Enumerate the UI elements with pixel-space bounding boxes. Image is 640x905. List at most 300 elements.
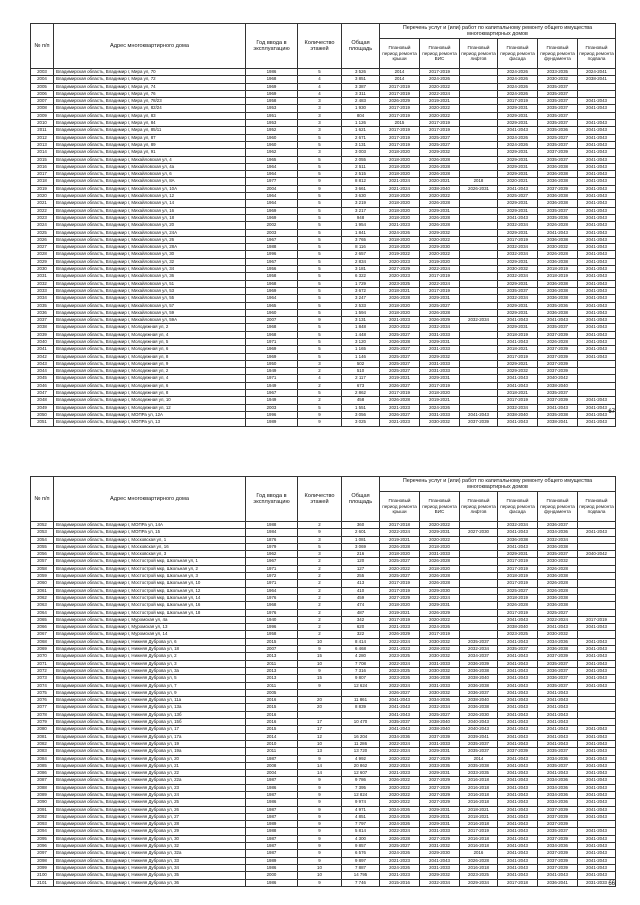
col-floors-header: Количество этажей — [298, 24, 342, 69]
roof-period-cell: 2018-2020 — [380, 156, 420, 163]
facade-period-cell: 2018-2019 — [498, 594, 538, 601]
foundation-period-cell: 2037-2039 — [538, 149, 578, 156]
table-row — [31, 222, 616, 229]
foundation-period-cell: 2037-2039 — [538, 397, 578, 404]
roof-period-cell: 2026-2028 — [380, 835, 420, 842]
facade-period-cell: 2029-2031 — [498, 258, 538, 265]
total-area-cell: 3 387 — [342, 83, 380, 90]
lift-period-cell — [460, 609, 498, 616]
foundation-period-cell: 2018-2019 — [538, 266, 578, 273]
address-cell: Владимирская область, Владимир г, Мира ул, 76 — [54, 90, 246, 97]
total-area-cell: 487 — [342, 609, 380, 616]
row-number-cell: 2021 — [31, 200, 54, 207]
roof-period-cell: 2020-2023 — [380, 258, 420, 265]
row-number-cell: 2035 — [31, 302, 54, 309]
facade-period-cell: 2032-2034 — [498, 522, 538, 529]
foundation-period-cell: 2035-2037 — [538, 112, 578, 119]
row-number-cell: 2075 — [31, 689, 54, 696]
roof-period-cell: 2025-2027 — [380, 573, 420, 580]
register-table-1 — [30, 23, 616, 427]
row-number-cell: 2017 — [31, 171, 54, 178]
address-cell: Владимирская область, Владимир г, Нижняя Дуброва ул, 29 — [54, 828, 246, 835]
roof-period-cell: 2021-2024 — [380, 185, 420, 192]
lift-period-cell — [460, 522, 498, 529]
facade-period-cell: 2041-2043 — [498, 784, 538, 791]
basement-period-cell: 2040-2042 — [578, 551, 616, 558]
year-built-cell: 1971 — [246, 580, 298, 587]
year-built-cell: 1996 — [246, 624, 298, 631]
row-number-cell: 2045 — [31, 375, 54, 382]
lift-period-cell — [460, 616, 498, 623]
lift-period-cell — [460, 149, 498, 156]
year-built-cell: 1964 — [246, 200, 298, 207]
roof-period-cell: 2018-2020 — [380, 551, 420, 558]
facade-period-cell: 2017-2019 — [498, 236, 538, 243]
table-row — [31, 368, 616, 375]
col-roof-header: Плановый период ремонта крыши — [380, 492, 420, 522]
foundation-period-cell: 2036-2038 — [538, 258, 578, 265]
facade-period-cell: 2041-2043 — [498, 317, 538, 324]
facade-period-cell: 2041-2043 — [498, 529, 538, 536]
lift-period-cell: 2016-2018 — [460, 791, 498, 798]
row-number-cell: 2092 — [31, 813, 54, 820]
table-row — [31, 156, 616, 163]
foundation-period-cell: 2035-2038 — [538, 411, 578, 418]
address-cell: Владимирская область, Владимир г, Молодежная ул, 2 — [54, 324, 246, 331]
year-built-cell: 1967 — [246, 390, 298, 397]
year-built-cell: 1962 — [246, 551, 298, 558]
lift-period-cell: 2040-2043 — [460, 719, 498, 726]
row-number-cell: 2097 — [31, 850, 54, 857]
foundation-period-cell: 2038-2041 — [538, 419, 578, 426]
table-row — [31, 777, 616, 784]
roof-period-cell: 2020-2022 — [380, 324, 420, 331]
basement-period-cell — [578, 83, 616, 90]
address-cell: Владимирская область, Владимир г, Муромская ул, 13 — [54, 624, 246, 631]
basement-period-cell — [578, 711, 616, 718]
basement-period-cell: 2041-2043 — [578, 207, 616, 214]
floors-cell: 9 — [298, 843, 342, 850]
floors-cell: 9 — [298, 857, 342, 864]
row-number-cell: 2069 — [31, 646, 54, 653]
lift-period-cell — [460, 156, 498, 163]
table-row — [31, 317, 616, 324]
year-built-cell: 1976 — [246, 594, 298, 601]
vis-period-cell: 2034-2036 — [420, 697, 460, 704]
vis-period-cell: 2029-2032 — [420, 229, 460, 236]
roof-period-cell: 2022-2024 — [380, 638, 420, 645]
roof-period-cell: 2025-2027 — [380, 331, 420, 338]
vis-period-cell: 2029-2031 — [420, 338, 460, 345]
facade-period-cell: 2041-2043 — [498, 375, 538, 382]
year-built-cell: 1968 — [246, 280, 298, 287]
facade-period-cell: 2041-2043 — [498, 543, 538, 550]
address-cell: Владимирская область, Владимир г, Мира ул, 83 — [54, 112, 246, 119]
roof-period-cell: 2020-2022 — [380, 784, 420, 791]
vis-period-cell: 2029-2030 — [420, 244, 460, 251]
year-built-cell: 1964 — [246, 163, 298, 170]
lift-period-cell: 2023-2025 — [460, 872, 498, 879]
basement-period-cell: 2041-2043 — [578, 178, 616, 185]
foundation-period-cell: 2036-2038 — [538, 280, 578, 287]
address-cell: Владимирская область, Владимир г, Нижняя Дуброва ул, 24 — [54, 791, 246, 798]
year-built-cell: 1987 — [246, 755, 298, 762]
roof-period-cell: 2026-2029 — [380, 631, 420, 638]
year-built-cell: 1964 — [246, 587, 298, 594]
total-area-cell: 948 — [342, 214, 380, 221]
row-number-cell: 2063 — [31, 602, 54, 609]
table-row — [31, 360, 616, 367]
vis-period-cell: 2029-2031 — [420, 813, 460, 820]
roof-period-cell: 2023-2026 — [380, 675, 420, 682]
roof-period-cell: 2041-2043 — [380, 697, 420, 704]
address-cell: Владимирская область, Владимир г, Нижняя Дуброва ул, 19 — [54, 740, 246, 747]
year-built-cell: 2016 — [246, 711, 298, 718]
lift-period-cell: 2016-2018 — [460, 784, 498, 791]
address-cell: Владимирская область, Владимир г, Михайловская ул, 4а — [54, 163, 246, 170]
year-built-cell: 1958 — [246, 98, 298, 105]
total-area-cell: 1 594 — [342, 309, 380, 316]
facade-period-cell: 2041-2043 — [498, 382, 538, 389]
row-number-cell: 2079 — [31, 719, 54, 726]
vis-period-cell: 2017-2019 — [420, 120, 460, 127]
roof-period-cell: 2018-2020 — [380, 236, 420, 243]
year-built-cell: 1949 — [246, 368, 298, 375]
roof-period-cell: 2021-2023 — [380, 222, 420, 229]
row-number-cell: 2025 — [31, 229, 54, 236]
lift-period-cell: 2032-2034 — [460, 646, 498, 653]
lift-period-cell: 2016-2018 — [460, 835, 498, 842]
foundation-period-cell: 2030-2032 — [538, 244, 578, 251]
facade-period-cell: 2029-2031 — [498, 280, 538, 287]
year-built-cell: 1962 — [246, 149, 298, 156]
lift-period-cell: 2033-2035 — [460, 770, 498, 777]
year-built-cell: 1952 — [246, 127, 298, 134]
table-row — [31, 397, 616, 404]
foundation-period-cell: 2037-2039 — [538, 360, 578, 367]
floors-cell: 3 — [298, 149, 342, 156]
table-row — [31, 90, 616, 97]
foundation-period-cell: 2041-2043 — [538, 697, 578, 704]
table-row — [31, 821, 616, 828]
roof-period-cell: 2018-2020 — [380, 602, 420, 609]
roof-period-cell: 2026-2028 — [380, 397, 420, 404]
lift-period-cell — [460, 543, 498, 550]
vis-period-cell: 2028-2032 — [420, 646, 460, 653]
vis-period-cell: 2029-2031 — [420, 821, 460, 828]
facade-period-cell: 2018-2021 — [498, 390, 538, 397]
row-number-cell: 2040 — [31, 338, 54, 345]
vis-period-cell: 2031-2033 — [420, 360, 460, 367]
basement-period-cell: 2041-2043 — [578, 843, 616, 850]
vis-period-cell: 2027-2029 — [420, 835, 460, 842]
lift-period-cell — [460, 302, 498, 309]
roof-period-cell: 2022-2024 — [380, 762, 420, 769]
floors-cell: 9 — [298, 755, 342, 762]
address-cell: Владимирская область, Владимир г, Мира ул, 72 — [54, 76, 246, 83]
roof-period-cell: 2017-2019 — [380, 134, 420, 141]
roof-period-cell: 2026-2022 — [380, 777, 420, 784]
floors-cell: 12 — [298, 733, 342, 740]
total-area-cell: 2 862 — [342, 390, 380, 397]
foundation-period-cell: 2037-2039 — [538, 864, 578, 871]
roof-period-cell: 2022-2024 — [380, 748, 420, 755]
total-area-cell: 127 — [342, 565, 380, 572]
lift-period-cell — [460, 127, 498, 134]
table-row — [31, 558, 616, 565]
table-row — [31, 338, 616, 345]
facade-period-cell: 2041-2043 — [498, 338, 538, 345]
lift-period-cell — [460, 631, 498, 638]
foundation-period-cell: 2036-2038 — [538, 287, 578, 294]
facade-period-cell: 2017-2019 — [498, 353, 538, 360]
lift-period-cell: 2026-2028 — [460, 857, 498, 864]
lift-period-cell — [460, 251, 498, 258]
total-area-cell: 474 — [342, 602, 380, 609]
lift-period-cell: 2026-2030 — [460, 711, 498, 718]
foundation-period-cell: 2041-2043 — [538, 872, 578, 879]
facade-period-cell: 2041-2043 — [498, 740, 538, 747]
lift-period-cell: 2039-2041 — [460, 733, 498, 740]
address-cell: Владимирская область, Владимир г, Московская ул, 1 — [54, 536, 246, 543]
row-number-cell: 2027 — [31, 244, 54, 251]
facade-period-cell: 2041-2043 — [498, 835, 538, 842]
table-row — [31, 770, 616, 777]
foundation-period-cell: 2041-2043 — [538, 229, 578, 236]
floors-cell: 5 — [298, 141, 342, 148]
floors-cell: 5 — [298, 324, 342, 331]
roof-period-cell: 2026-2028 — [380, 295, 420, 302]
total-area-cell: 1 081 — [342, 536, 380, 543]
address-cell: Владимирская область, Владимир г, Михайловская ул, 59А — [54, 317, 246, 324]
foundation-period-cell: 2036-2038 — [538, 309, 578, 316]
register-table-2 — [30, 476, 616, 887]
vis-period-cell: 2031-2033 — [420, 331, 460, 338]
table-row — [31, 127, 616, 134]
address-cell: Владимирская область, Владимир г, Нижняя Дуброва ул, 28 — [54, 821, 246, 828]
table-row — [31, 273, 616, 280]
year-built-cell: 2011 — [246, 748, 298, 755]
floors-cell: 9 — [298, 646, 342, 653]
total-area-cell: 322 — [342, 631, 380, 638]
lift-period-cell: 2036-2038 — [460, 667, 498, 674]
lift-period-cell — [460, 200, 498, 207]
year-built-cell: 1988 — [246, 522, 298, 529]
floors-cell: 14 — [298, 770, 342, 777]
vis-period-cell: 2020-2022 — [420, 616, 460, 623]
facade-period-cell: 2017-2018 — [498, 879, 538, 886]
total-area-cell: 1 621 — [342, 127, 380, 134]
lift-period-cell: 2016-2018 — [460, 777, 498, 784]
facade-period-cell: 2041-2043 — [498, 689, 538, 696]
year-built-cell: 1986 — [246, 69, 298, 76]
basement-period-cell: 2041-2043 — [578, 287, 616, 294]
vis-period-cell: 2038-2040 — [420, 185, 460, 192]
vis-period-cell: 2038-2040 — [420, 719, 460, 726]
total-area-cell: 9 897 — [342, 857, 380, 864]
total-area-cell: 4 280 — [342, 653, 380, 660]
vis-period-cell: 2020-2021 — [420, 178, 460, 185]
table-row — [31, 857, 616, 864]
register-body-2 — [31, 522, 616, 887]
basement-period-cell: 2041-2043 — [578, 784, 616, 791]
facade-period-cell: 2029-2031 — [498, 120, 538, 127]
lift-period-cell: 2034-2037 — [460, 653, 498, 660]
foundation-period-cell: 2036-2041 — [538, 879, 578, 886]
basement-period-cell: 2041-2043 — [578, 317, 616, 324]
row-number-cell: 2101 — [31, 879, 54, 886]
vis-period-cell: 2017-2019 — [420, 631, 460, 638]
floors-cell: 5 — [298, 266, 342, 273]
basement-period-cell — [578, 565, 616, 572]
basement-period-cell: 2031-2033 — [578, 879, 616, 886]
floors-cell: 10 — [298, 660, 342, 667]
roof-period-cell: 2021-2023 — [380, 770, 420, 777]
floors-cell: 20 — [298, 704, 342, 711]
basement-period-cell: 2041-2043 — [578, 309, 616, 316]
table-row — [31, 813, 616, 820]
table-row — [31, 207, 616, 214]
vis-period-cell: 2024-2026 — [420, 624, 460, 631]
table-row — [31, 309, 616, 316]
total-area-cell: 8 414 — [342, 638, 380, 645]
total-area-cell: 2 511 — [342, 163, 380, 170]
address-cell: Владимирская область, Владимир г, Нижняя Дуброва ул, 25 — [54, 799, 246, 806]
floors-cell: 9 — [298, 791, 342, 798]
total-area-cell: 4 992 — [342, 755, 380, 762]
vis-period-cell: 2029-2030 — [420, 587, 460, 594]
row-number-cell: 2037 — [31, 317, 54, 324]
address-cell: Владимирская область, Владимир г, МОПРа ул, 13 — [54, 419, 246, 426]
row-number-cell: 2030 — [31, 266, 54, 273]
roof-period-cell: 2014 — [380, 69, 420, 76]
basement-period-cell: 2041-2043 — [578, 813, 616, 820]
floors-cell: 9 — [298, 777, 342, 784]
row-number-cell: 2056 — [31, 551, 54, 558]
total-area-cell: 4 971 — [342, 806, 380, 813]
vis-period-cell: 2027-2029 — [420, 799, 460, 806]
total-area-cell: 3 672 — [342, 287, 380, 294]
row-number-cell: 2051 — [31, 419, 54, 426]
row-number-cell: 2019 — [31, 185, 54, 192]
floors-cell: 3 — [298, 551, 342, 558]
basement-period-cell: 2041-2043 — [578, 244, 616, 251]
facade-period-cell: 2017-2019 — [498, 580, 538, 587]
row-number-cell: 2089 — [31, 791, 54, 798]
year-built-cell: 1969 — [246, 287, 298, 294]
address-cell: Владимирская область, Владимир г, Мостострой мкр, Школьная ул, 14 — [54, 594, 246, 601]
lift-period-cell — [460, 134, 498, 141]
col-vis-header: Плановый период ремонта ВИС — [420, 39, 460, 69]
vis-period-cell: 2019-2021 — [420, 98, 460, 105]
vis-period-cell: 2030-2032 — [420, 653, 460, 660]
table-row — [31, 536, 616, 543]
vis-period-cell: 2019-2020 — [420, 258, 460, 265]
foundation-period-cell: 2034-2036 — [538, 755, 578, 762]
roof-period-cell: 2018-2020 — [380, 200, 420, 207]
foundation-period-cell: 2035-2037 — [538, 762, 578, 769]
col-foundation-header: Плановый период ремонта фундамента — [538, 39, 578, 69]
basement-period-cell: 2041-2043 — [578, 258, 616, 265]
facade-period-cell: 2041-2043 — [498, 726, 538, 733]
vis-period-cell: 2032-2034 — [420, 324, 460, 331]
total-area-cell: 14 795 — [342, 872, 380, 879]
lift-period-cell — [460, 244, 498, 251]
row-number-cell: 2044 — [31, 368, 54, 375]
foundation-period-cell: 2034-2036 — [538, 799, 578, 806]
address-cell: Владимирская область, Владимир г, Нижняя Дуброва ул, 3 — [54, 660, 246, 667]
row-number-cell: 2096 — [31, 843, 54, 850]
address-cell: Владимирская область, Владимир г, Михайловская ул, 36 — [54, 273, 246, 280]
total-area-cell: 2 601 — [342, 529, 380, 536]
address-cell: Владимирская область, Владимир г, Нижняя Дуброва ул, 26 — [54, 806, 246, 813]
lift-period-cell: 2035-2037 — [460, 748, 498, 755]
address-cell: Владимирская область, Владимир г, Молодежная ул, 4 — [54, 375, 246, 382]
floors-cell: 9 — [298, 682, 342, 689]
lift-period-cell: 2016-2018 — [460, 843, 498, 850]
col-address-header: Адрес многоквартирного дома — [54, 24, 246, 69]
register-body-1 — [31, 69, 616, 427]
basement-period-cell: 2041-2043 — [578, 324, 616, 331]
floors-cell: 2 — [298, 565, 342, 572]
basement-period-cell — [578, 609, 616, 616]
basement-period-cell — [578, 558, 616, 565]
vis-period-cell: 2031-2033 — [420, 346, 460, 353]
basement-period-cell: 2041-2043 — [578, 755, 616, 762]
table-row — [31, 565, 616, 572]
row-number-cell: 2009 — [31, 112, 54, 119]
floors-cell: 5 — [298, 404, 342, 411]
table-row — [31, 609, 616, 616]
row-number-cell: 2091 — [31, 806, 54, 813]
roof-period-cell: 2024-2026 — [380, 229, 420, 236]
year-built-cell: 1969 — [246, 353, 298, 360]
address-cell: Владимирская область, Владимир г, МОПРа ул, 14А — [54, 522, 246, 529]
roof-period-cell: 2017-2019 — [380, 141, 420, 148]
table-row — [31, 755, 616, 762]
total-area-cell: 2 483 — [342, 98, 380, 105]
vis-period-cell: 2020-2022 — [420, 105, 460, 112]
address-cell: Владимирская область, Владимир г, Нижняя Дуброва ул, 35 — [54, 872, 246, 879]
vis-period-cell: 2030-2032 — [420, 419, 460, 426]
floors-cell: 5 — [298, 214, 342, 221]
vis-period-cell: 2031-2033 — [420, 368, 460, 375]
foundation-period-cell: 2036-2037 — [538, 675, 578, 682]
floors-cell: 5 — [298, 331, 342, 338]
row-number-cell: 2083 — [31, 748, 54, 755]
lift-period-cell: 2016-2018 — [460, 821, 498, 828]
address-cell: Владимирская область, Владимир г, Молодежная ул, 10 — [54, 397, 246, 404]
table-row — [31, 193, 616, 200]
vis-period-cell: 2029-2030 — [420, 850, 460, 857]
facade-period-cell: 2041-2043 — [498, 828, 538, 835]
table-row — [31, 697, 616, 704]
floors-cell: 9 — [298, 185, 342, 192]
facade-period-cell: 2032-2034 — [498, 251, 538, 258]
row-number-cell: 2031 — [31, 273, 54, 280]
row-number-cell: 2087 — [31, 777, 54, 784]
vis-period-cell: 2041-2043 — [420, 857, 460, 864]
address-cell: Владимирская область, Владимир г, Нижняя Дуброва ул, 13а — [54, 704, 246, 711]
vis-period-cell: 2026-2028 — [420, 163, 460, 170]
lift-period-cell: 2035-2037 — [460, 740, 498, 747]
total-area-cell: 9 974 — [342, 799, 380, 806]
lift-period-cell — [460, 368, 498, 375]
facade-period-cell: 2041-2043 — [498, 755, 538, 762]
floors-cell: 9 — [298, 529, 342, 536]
lift-period-cell — [460, 353, 498, 360]
row-number-cell: 2016 — [31, 163, 54, 170]
